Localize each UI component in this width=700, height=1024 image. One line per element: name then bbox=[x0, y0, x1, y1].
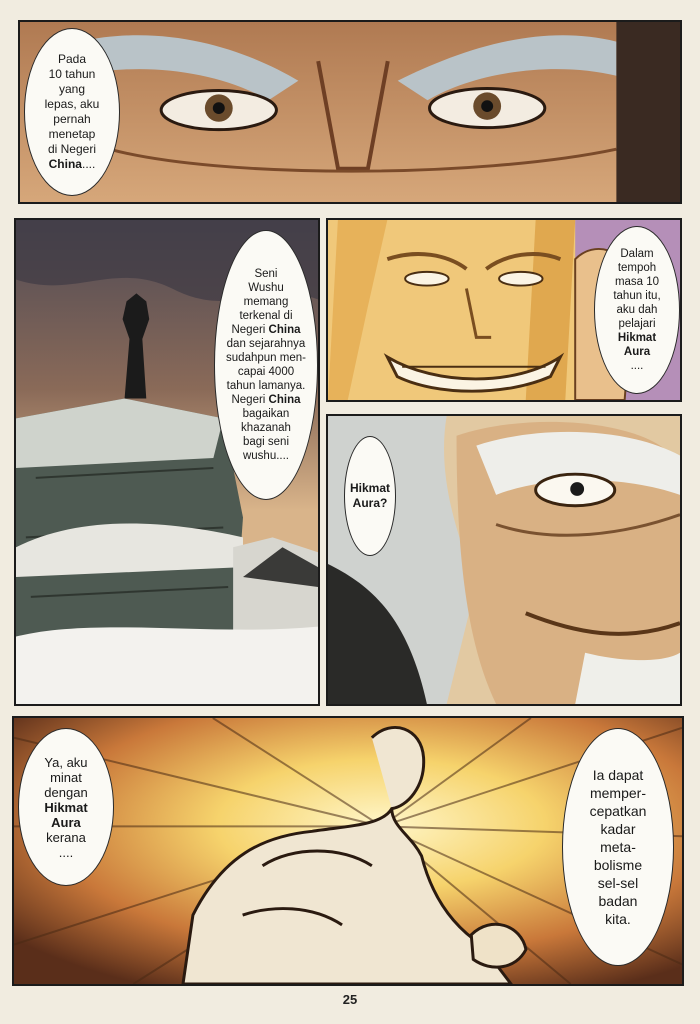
speech-bubble bbox=[24, 28, 120, 196]
bubble-text: Seni Wushu memang terkenal di Negeri China dan sejarahnya sudahpun men- capai 4000 tahun lamanya. Negeri China bagaikan khazanah bagi seni wushu.... bbox=[226, 268, 306, 462]
panel-4-old-man-surprised bbox=[326, 414, 682, 706]
speech-bubble bbox=[562, 728, 674, 966]
bubble-text: Ia dapat memper- cepatkan kadar meta- bolisme sel-sel badan kita. bbox=[589, 767, 647, 927]
panel-5-muscular-aura bbox=[12, 716, 684, 986]
page-number: 25 bbox=[342, 992, 358, 1007]
panel-1-eyes-closeup bbox=[18, 20, 682, 204]
panel-2-silhouette-on-rock bbox=[14, 218, 320, 706]
panel-3-blond-man-grin bbox=[326, 218, 682, 402]
speech-bubble bbox=[214, 230, 318, 500]
bubble-text: Hikmat Aura? bbox=[350, 481, 391, 510]
bubble-text: Pada 10 tahun yang lepas, aku pernah menetap di Negeri China.... bbox=[44, 52, 100, 171]
bubble-text: Ya, aku minat dengan Hikmat Aura kerana .... bbox=[44, 754, 88, 860]
speech-bubble bbox=[594, 226, 680, 394]
bubble-text: Dalam tempoh masa 10 tahun itu, aku dah pelajari Hikmat Aura .... bbox=[613, 248, 661, 372]
speech-bubble bbox=[18, 728, 114, 886]
speech-bubble bbox=[344, 436, 396, 556]
